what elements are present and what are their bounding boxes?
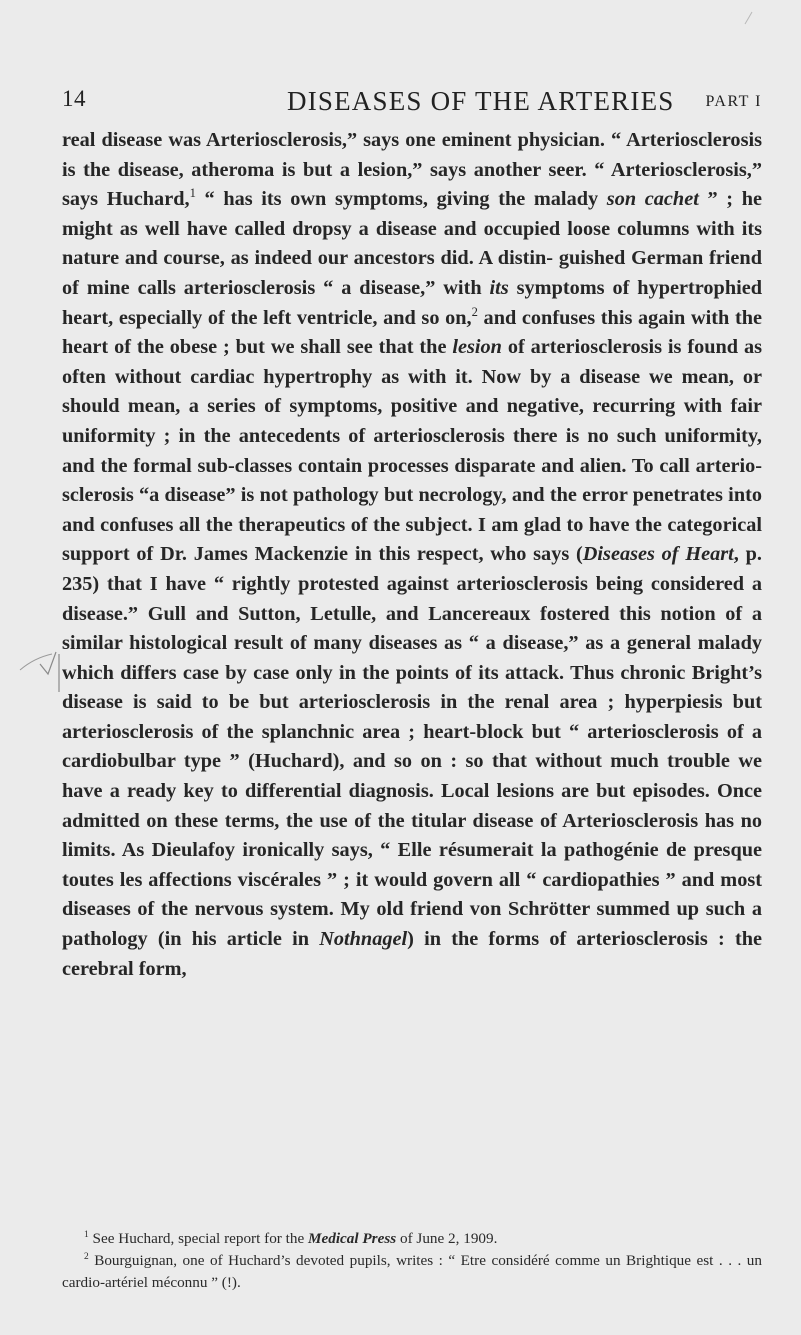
pencil-mark — [742, 10, 756, 26]
footnotes — [62, 1228, 762, 1294]
running-title: DISEASES OF THE ARTERIES — [287, 86, 675, 116]
body-paragraph: real disease was Arteriosclerosis,” says one eminent physician. “ Arteriosclerosis is the disease, atheroma is but a lesion,” says another seer. “ Arteriosclerosis,” says Huchard,$^1$ “ has its own symptoms, giving the malady son cachet ” ; he might as well have called dropsy a disease and occupied loose columns with its nature and course, as indeed our ancestors did. A distin- guished German friend of mine calls arteriosclerosis “ a disease,” with its symptoms of hypertrophied heart, especially of the left ventricle, and so on,$^2$ and confuses this again with the heart of the obese ; but we shall see that the lesion of arteriosclerosis is found as often without cardiac hypertrophy as with it. Now by a disease we mean, or should mean, a series of symptoms, positive and negative, recurring with fair uniformity ; in the antecedents of arteriosclerosis there is no such uniformity, and the formal sub-classes contain processes disparate and alien. To call arterio- sclerosis “a disease” is not pathology but necrology, and the error penetrates into and confuses all the therapeutics of the subject. I am glad to have the categorical support of Dr. James Mackenzie in this respect, who says (Diseases of Heart, p. 235) that I have “ rightly protested against arteriosclerosis being considered a disease.” Gull and Sutton, Letulle, and Lancereaux fostered this notion of a similar histological result of many diseases as “ a disease,” as a general malady which differs case by case only in the points of its attack. Thus chronic Bright’s disease is said to be but arteriosclerosis in the renal area ; hyperpiesis but arteriosclerosis of the splanchnic area ; heart-block but “ arteriosclerosis of a cardiobulbar type ” (Huchard), and so on : so that without much trouble we have a ready key to differential diagnosis. Local lesions are but episodes. Once admitted on these terms, the use of the titular disease of Arteriosclerosis has no limits. As Dieulafoy ironically says, “ Elle résumerait la pathogénie de presque toutes les affections viscérales ” ; it would govern all “ cardiopathies ” and most diseases of the nervous system. My old friend von Schrötter summed up such a pathology (in his article in Nothnagel) in the forms of arteriosclerosis : the cerebral form, — [62, 129, 763, 980]
footnote-2: $^2$ Bourguignan, one of Huchard’s devoted pupils, writes : “ Etre considéré comme un Brightique est . . . un cardio-artériel méconnu ” (!). — [62, 1251, 762, 1291]
footnote-ref-2: 2 — [471, 304, 478, 319]
part-label: PART I — [705, 93, 762, 110]
footnote-1: $^1$ See Huchard, special report for the Medical Press of June 2, 1909. — [84, 1229, 498, 1247]
margin-bracket-mark — [18, 648, 68, 698]
running-head — [62, 86, 762, 118]
footnote-ref-1: 1 — [189, 186, 196, 201]
page-number: 14 — [62, 86, 86, 111]
main-text — [62, 126, 762, 984]
